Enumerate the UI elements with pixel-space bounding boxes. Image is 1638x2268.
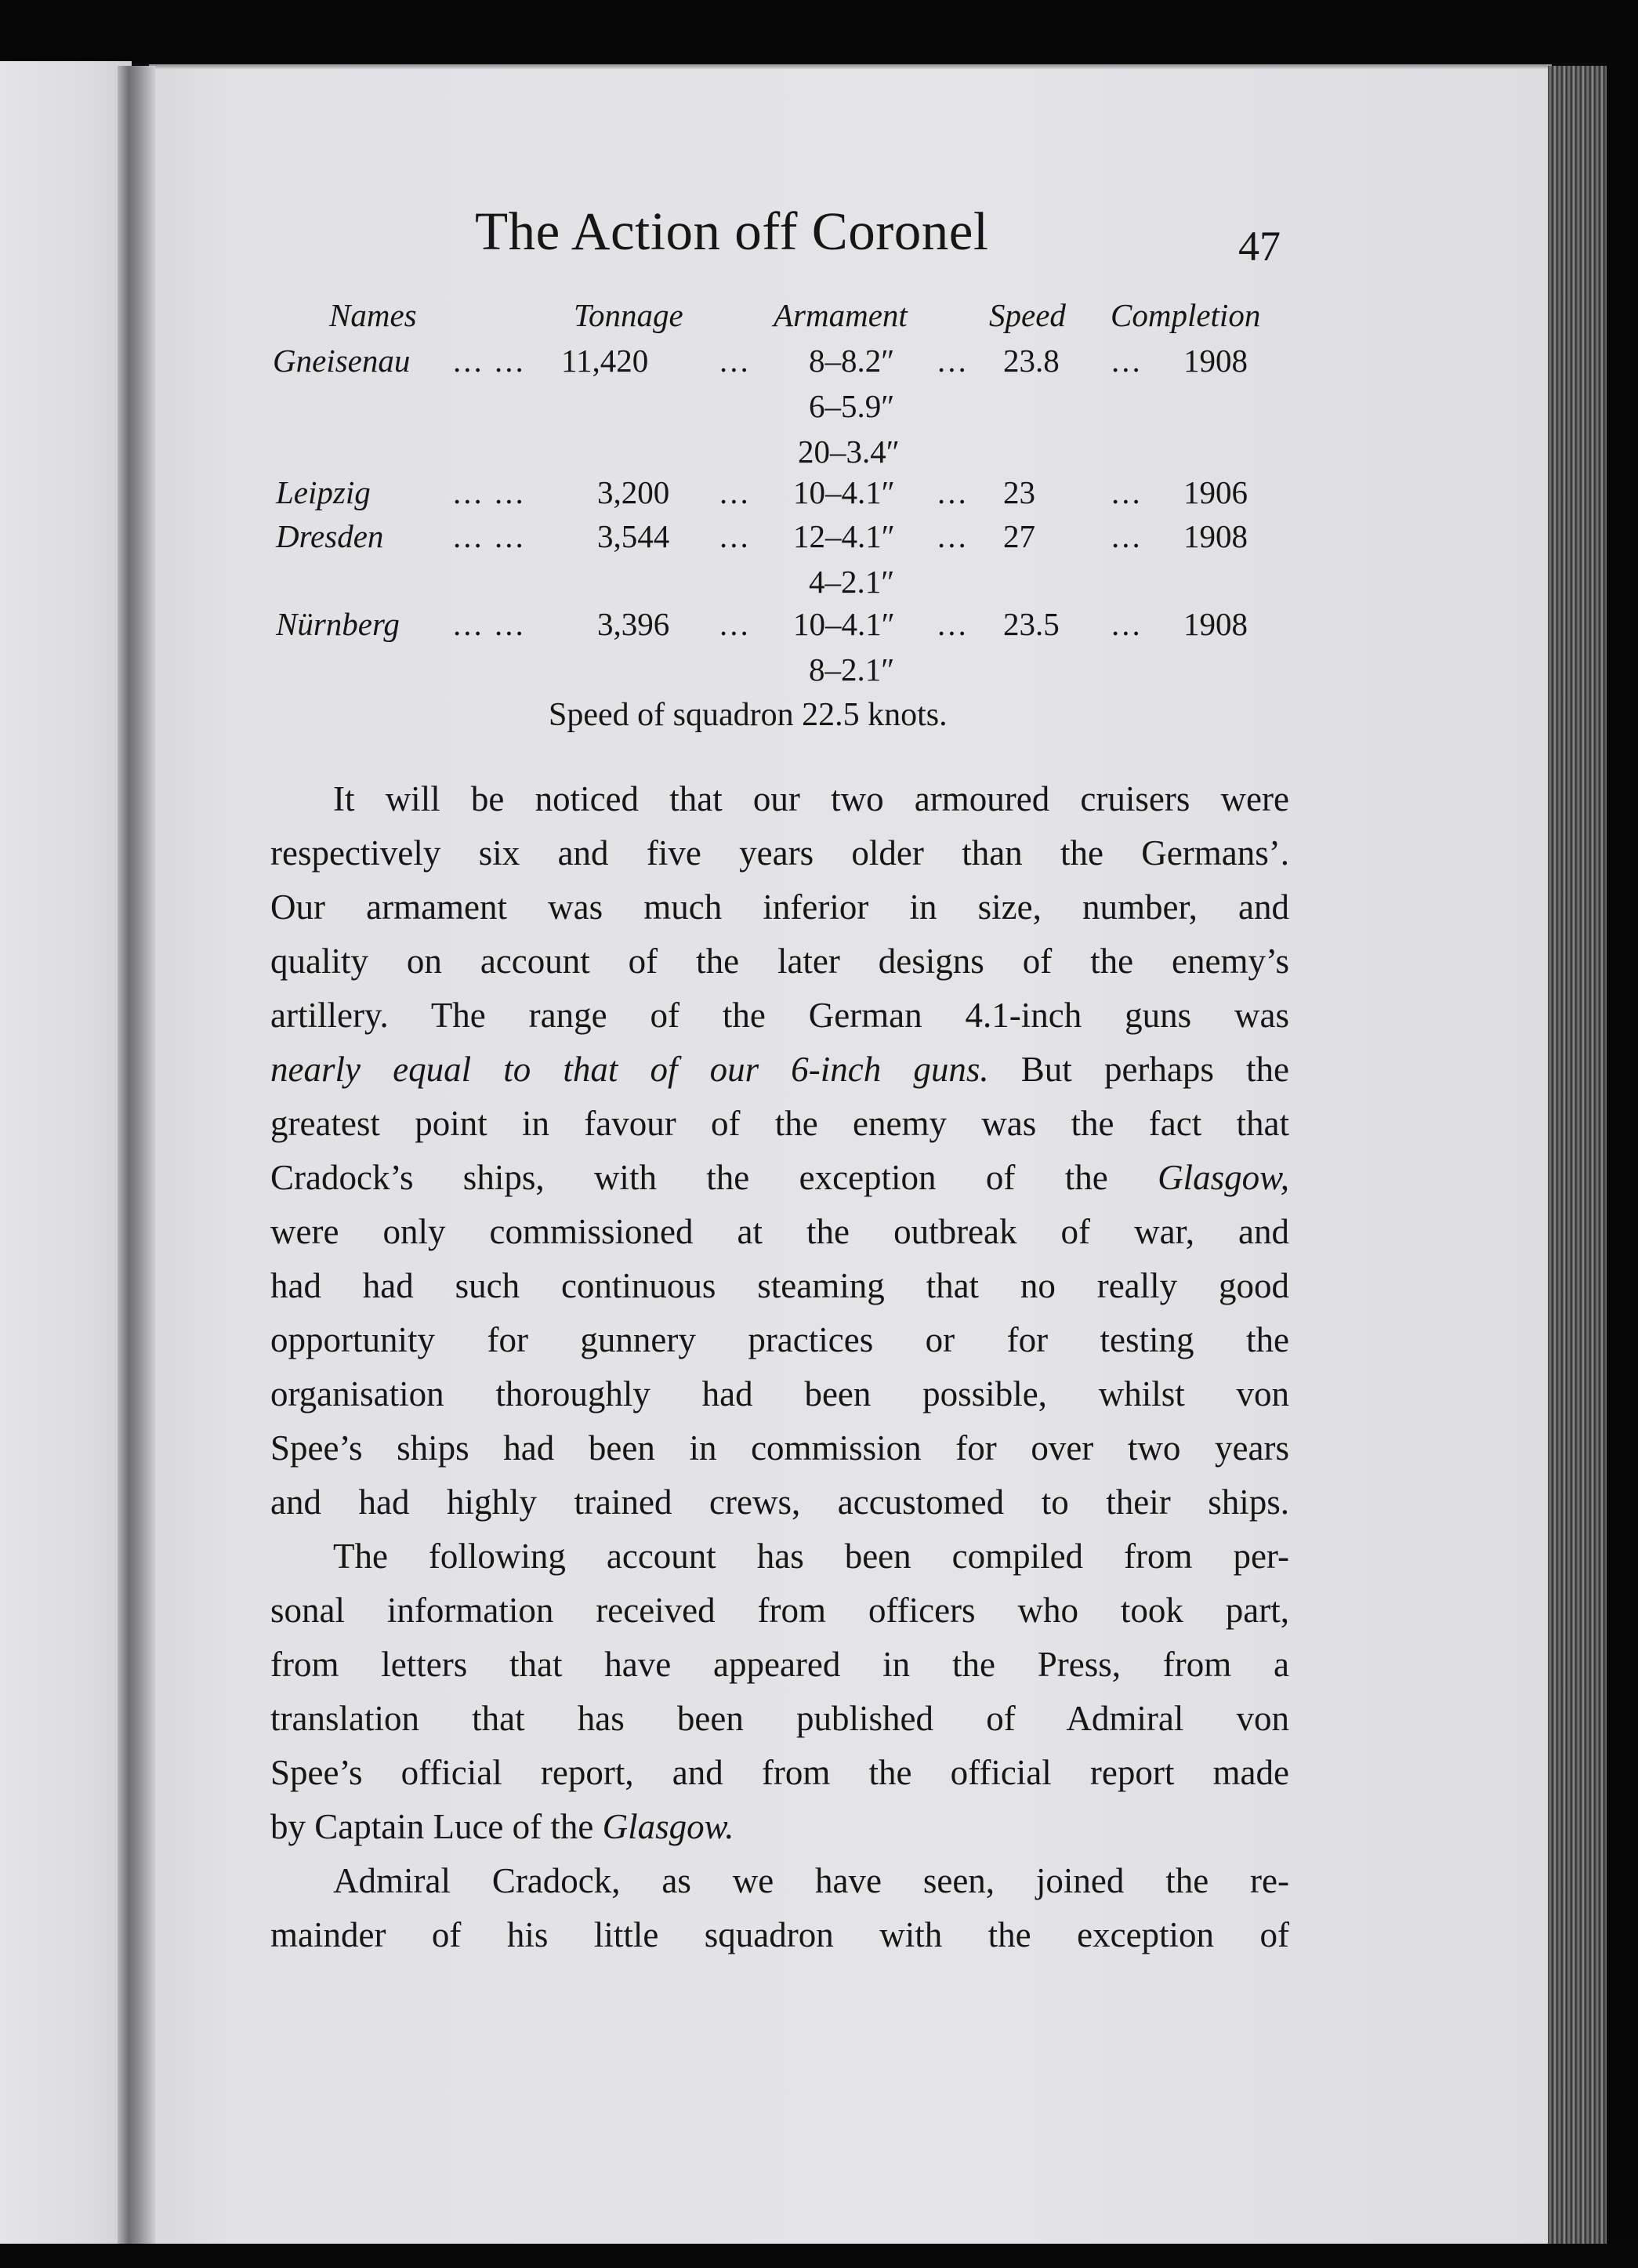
header-armament: Armament bbox=[774, 297, 908, 333]
running-head-title: The Action off Coronel bbox=[475, 201, 989, 261]
table-row-armament: 10–4.1″ bbox=[793, 606, 895, 642]
leader-dots: ... bbox=[719, 606, 751, 642]
table-row-armament: 6–5.9″ bbox=[809, 388, 895, 424]
table-row-speed: 23 bbox=[1003, 474, 1035, 510]
text-line: artillery. The range of the German 4.1-inch guns was bbox=[270, 996, 1289, 1035]
ship-name-italic: Glasgow, bbox=[1158, 1158, 1289, 1197]
text-line: translation that has been published of Admiral von bbox=[270, 1699, 1289, 1738]
facing-page-edge bbox=[0, 61, 132, 2248]
scan-border-bottom bbox=[0, 2244, 1638, 2268]
leader-dots: ... ... bbox=[453, 343, 526, 379]
leader-dots: ... bbox=[1111, 606, 1143, 642]
leader-dots: ... bbox=[719, 343, 751, 379]
ship-name-italic: Glasgow. bbox=[602, 1807, 734, 1846]
text-line: The following account has been compiled from per- bbox=[333, 1537, 1289, 1576]
text-run: Cradock’s ships, with the exception of the bbox=[270, 1158, 1158, 1197]
text-line bbox=[270, 1043, 1289, 1097]
text-line: organisation thoroughly had been possible, whilst von bbox=[270, 1374, 1289, 1413]
header-tonnage: Tonnage bbox=[574, 297, 683, 333]
text-line: Spee’s official report, and from the official report made bbox=[270, 1753, 1289, 1792]
text-line: Admiral Cradock, as we have seen, joined the re- bbox=[333, 1861, 1289, 1900]
leader-dots: ... ... bbox=[453, 606, 526, 642]
table-row-completion: 1908 bbox=[1183, 606, 1248, 642]
table-row-armament: 8–8.2″ bbox=[809, 343, 895, 379]
leader-dots: ... ... bbox=[453, 518, 526, 554]
text-run: But perhaps the bbox=[988, 1050, 1290, 1089]
paragraph-1 bbox=[270, 772, 1289, 1530]
table-row-name: Dresden bbox=[276, 518, 384, 554]
leader-dots: ... bbox=[1111, 474, 1143, 510]
table-row-speed: 23.8 bbox=[1003, 343, 1060, 379]
leader-dots: ... bbox=[1111, 518, 1143, 554]
table-row-speed: 27 bbox=[1003, 518, 1035, 554]
paragraph-3 bbox=[270, 1854, 1289, 1962]
table-row-armament: 12–4.1″ bbox=[793, 518, 895, 554]
table-caption: Speed of squadron 22.5 knots. bbox=[549, 697, 948, 733]
leader-dots: ... bbox=[1111, 343, 1143, 379]
table-row-armament: 20–3.4″ bbox=[798, 434, 900, 470]
page-top-edge bbox=[149, 64, 1552, 69]
italic-phrase: nearly equal to that of our 6-inch guns. bbox=[270, 1050, 989, 1089]
text-line bbox=[270, 1800, 1289, 1854]
text-line: were only commissioned at the outbreak of war, and bbox=[270, 1212, 1289, 1251]
table-row-name: Nürnberg bbox=[276, 606, 400, 642]
leader-dots: ... bbox=[719, 474, 751, 510]
scan-border-top bbox=[0, 0, 1638, 63]
scan-border-right bbox=[1607, 47, 1638, 2268]
leader-dots: ... bbox=[937, 518, 969, 554]
text-line: sonal information received from officers who took part, bbox=[270, 1591, 1289, 1630]
header-speed: Speed bbox=[989, 297, 1066, 333]
table-row-armament: 4–2.1″ bbox=[809, 564, 895, 600]
header-names: Names bbox=[329, 297, 417, 333]
text-line bbox=[270, 1151, 1289, 1205]
paragraph-2 bbox=[270, 1530, 1289, 1854]
table-row-name: Leipzig bbox=[276, 474, 371, 510]
text-line: respectively six and five years older than the Germans’. bbox=[270, 833, 1289, 873]
text-line: Our armament was much inferior in size, number, and bbox=[270, 887, 1289, 927]
leader-dots: ... bbox=[937, 606, 969, 642]
leader-dots: ... bbox=[937, 474, 969, 510]
page-stack-edge bbox=[1548, 66, 1611, 2245]
table-row-armament: 10–4.1″ bbox=[793, 474, 895, 510]
table-row-speed: 23.5 bbox=[1003, 606, 1060, 642]
leader-dots: ... bbox=[937, 343, 969, 379]
text-line: and had highly trained crews, accustomed to their ships. bbox=[270, 1482, 1289, 1522]
text-line: mainder of his little squadron with the exception of bbox=[270, 1915, 1289, 1954]
header-completion: Completion bbox=[1111, 297, 1261, 333]
table-row-name: Gneisenau bbox=[273, 343, 411, 379]
text-line: It will be noticed that our two armoured cruisers were bbox=[333, 779, 1289, 818]
text-line: opportunity for gunnery practices or for testing the bbox=[270, 1320, 1289, 1359]
page-number: 47 bbox=[1238, 223, 1281, 270]
text-line: quality on account of the later designs of the enemy’s bbox=[270, 942, 1289, 981]
book-gutter bbox=[118, 66, 155, 2245]
text-line: greatest point in favour of the enemy was the fact that bbox=[270, 1104, 1289, 1143]
text-line: had had such continuous steaming that no really good bbox=[270, 1266, 1289, 1305]
table-row-tonnage: 3,544 bbox=[597, 518, 670, 554]
table-row-tonnage: 3,396 bbox=[597, 606, 670, 642]
text-line: from letters that have appeared in the Press, from a bbox=[270, 1645, 1289, 1684]
table-row-tonnage: 11,420 bbox=[561, 343, 649, 379]
leader-dots: ... ... bbox=[453, 474, 526, 510]
leader-dots: ... bbox=[719, 518, 751, 554]
table-row-tonnage: 3,200 bbox=[597, 474, 670, 510]
table-row-completion: 1908 bbox=[1183, 518, 1248, 554]
body-text bbox=[270, 772, 1289, 1962]
text-run: by Captain Luce of the bbox=[270, 1807, 603, 1846]
table-row-armament: 8–2.1″ bbox=[809, 651, 895, 688]
table-row-completion: 1906 bbox=[1183, 474, 1248, 510]
table-row-completion: 1908 bbox=[1183, 343, 1248, 379]
text-line: Spee’s ships had been in commission for over two years bbox=[270, 1428, 1289, 1468]
